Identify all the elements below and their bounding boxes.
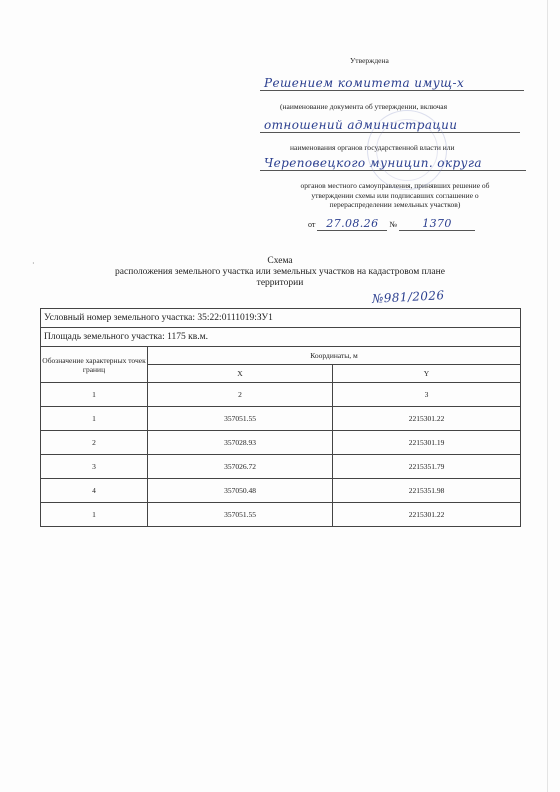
approval-caption-1: (наименование документа об утверждении, включая [280, 102, 448, 111]
point-cell: 3 [41, 455, 148, 479]
y-cell: 2215301.22 [333, 503, 521, 527]
header-y-cell: Y [333, 365, 521, 383]
x-cell: 357050.48 [148, 479, 333, 503]
table-row [41, 309, 521, 328]
point-cell: 1 [41, 407, 148, 431]
approval-caption-2: наименования органов государственной власти или [290, 143, 455, 152]
header-points-cell: Обозначение характерных точек границ [41, 347, 148, 383]
margin-mark: · [32, 259, 35, 268]
y-cell: 2215351.98 [333, 479, 521, 503]
coordinates-table [40, 308, 521, 527]
title-line-2: расположения земельного участка или земельных участков на кадастровом плане [115, 267, 445, 277]
table-row [41, 328, 521, 347]
document-title [40, 256, 520, 289]
area-cell: Площадь земельного участка: 1175 кв.м. [41, 328, 521, 347]
table-header-row [41, 347, 521, 365]
number-prefix: № [389, 220, 398, 229]
approval-caption-3: органов местного самоуправления, принявших решение об утверждении схемы или подписавших соглашение о перераспределении земельных участков) [300, 181, 490, 209]
title-line-3: территории [256, 278, 304, 288]
col-number-cell: 2 [148, 383, 333, 407]
table-row [41, 455, 521, 479]
column-number-row [41, 383, 521, 407]
table-row [41, 431, 521, 455]
approval-document-handwritten: Решением комитета имущ-х [260, 76, 524, 91]
x-cell: 357026.72 [148, 455, 333, 479]
approval-date: 27.08.26 [317, 217, 387, 231]
approval-date-row [308, 217, 475, 231]
x-cell: 357028.93 [148, 431, 333, 455]
x-cell: 357051.55 [148, 503, 333, 527]
approval-title: Утверждена [350, 56, 389, 65]
x-cell: 357051.55 [148, 407, 333, 431]
point-cell: 4 [41, 479, 148, 503]
registration-mark: №981/2026 [371, 288, 445, 306]
y-cell: 2215351.79 [333, 455, 521, 479]
approval-municipality-handwritten: Череповецкого муницип. округа [260, 156, 526, 171]
faint-seal [367, 110, 447, 190]
point-cell: 1 [41, 503, 148, 527]
date-prefix: от [308, 220, 316, 229]
header-coords-cell: Координаты, м [148, 347, 521, 365]
approval-authority-handwritten: отношений администрации [260, 118, 520, 133]
approval-number: 1370 [399, 217, 475, 231]
parcel-number-cell: Условный номер земельного участка: 35:22:0111019:ЗУ1 [41, 309, 521, 328]
y-cell: 2215301.19 [333, 431, 521, 455]
header-x-cell: X [148, 365, 333, 383]
y-cell: 2215301.22 [333, 407, 521, 431]
page-edge [547, 0, 548, 792]
table-row [41, 407, 521, 431]
col-number-cell: 1 [41, 383, 148, 407]
col-number-cell: 3 [333, 383, 521, 407]
table-row [41, 479, 521, 503]
table-row [41, 503, 521, 527]
title-line-1: Схема [267, 256, 293, 266]
point-cell: 2 [41, 431, 148, 455]
